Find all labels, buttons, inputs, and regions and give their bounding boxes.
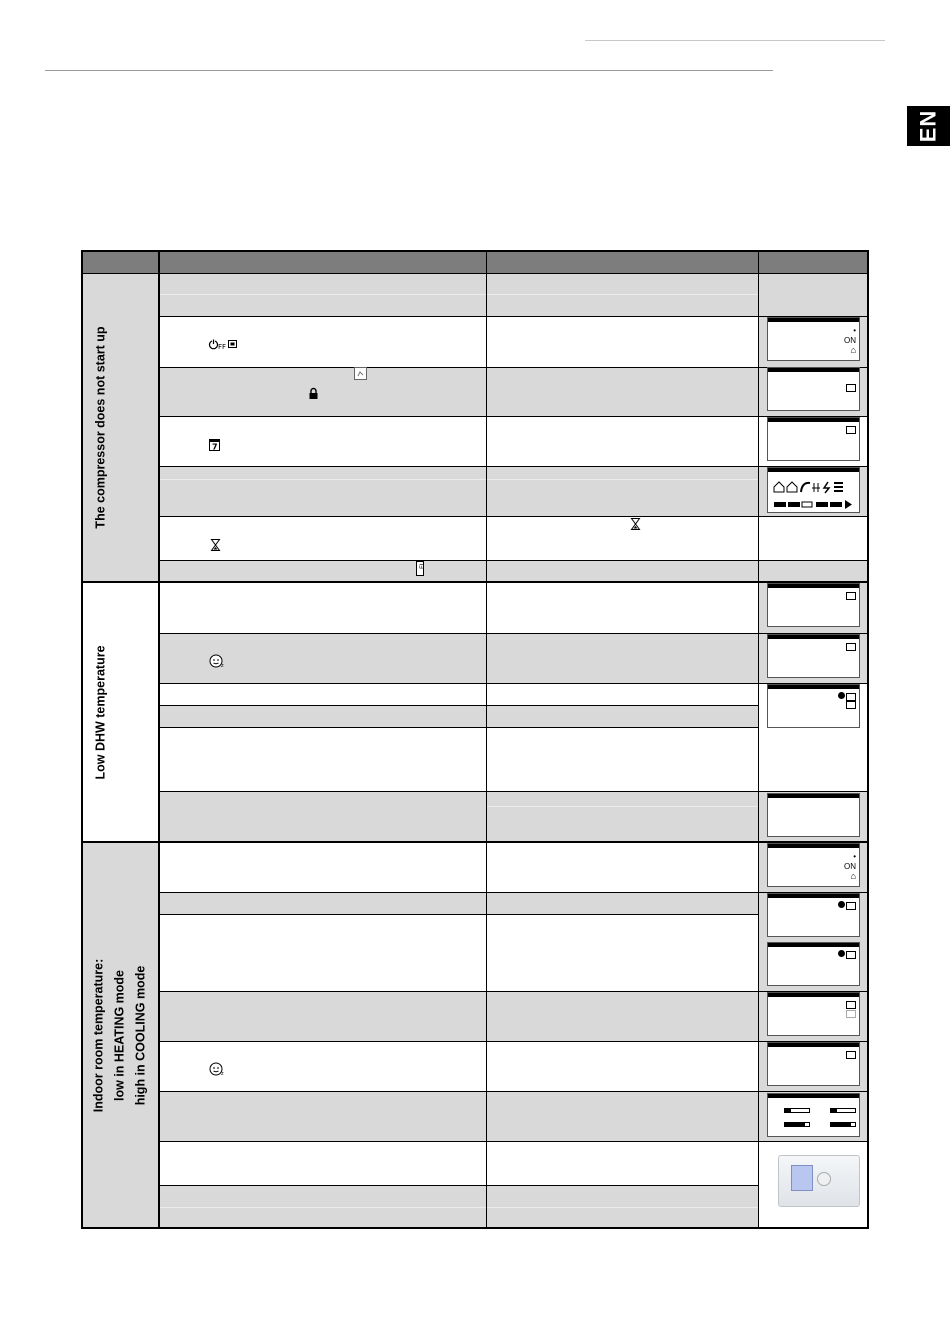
language-tab[interactable] (907, 106, 950, 146)
table-row (158, 560, 758, 582)
table-row (158, 892, 758, 914)
table-row (158, 705, 758, 727)
table-row (158, 633, 758, 683)
table-row (158, 582, 758, 633)
category-sub-heating: low in HEATING mode (112, 969, 126, 1102)
header-rule (45, 70, 773, 71)
table-header (81, 250, 869, 273)
keyboard-lock-icon (354, 367, 368, 384)
category-sub-cooling: high in COOLING mode (133, 965, 147, 1106)
header-rule-top (585, 40, 885, 41)
category-label-dhw: Low DHW temperature (93, 644, 108, 780)
mode-icon (228, 339, 238, 352)
table-row (158, 1141, 758, 1185)
lcd-house-icon: ⌂ (850, 345, 856, 355)
lcd-display (767, 583, 860, 627)
svg-text:FF: FF (218, 343, 227, 351)
table-row (158, 466, 758, 516)
display-cell (758, 560, 869, 582)
hourglass-icon (631, 518, 640, 533)
table-row (158, 914, 758, 991)
table-row (158, 791, 758, 842)
table-row (158, 516, 758, 560)
table-row (158, 367, 758, 416)
lcd-display (767, 1042, 860, 1086)
category-title-indoor: Indoor room temperature: (91, 958, 105, 1113)
hourglass-icon (211, 539, 220, 554)
language-tab-label: EN (915, 109, 941, 143)
lcd-on-label: ON (844, 336, 856, 345)
lcd-display-alert (767, 893, 860, 937)
svg-text:z: z (221, 663, 224, 669)
table-row (158, 683, 758, 705)
thermostat-knob (817, 1172, 831, 1186)
table-row (158, 316, 758, 367)
eco-face-icon (209, 654, 225, 671)
display-cell (758, 273, 869, 316)
table-row (158, 727, 758, 791)
lcd-house-icon: ⌂ (850, 871, 856, 881)
thermostat-screen (791, 1165, 813, 1191)
lcd-display-status-icons (767, 467, 860, 513)
svg-text:z: z (221, 1071, 224, 1077)
lcd-on-label: ON (844, 862, 856, 871)
lcd-display (767, 992, 860, 1036)
lcd-display (767, 634, 860, 678)
display-cell (758, 516, 869, 560)
table-row (158, 991, 758, 1041)
troubleshooting-table (81, 250, 869, 1229)
lcd-display-on: • ON ⌂ (767, 843, 860, 887)
lcd-display (767, 367, 860, 411)
svg-text:7: 7 (212, 442, 218, 452)
table-row (158, 842, 758, 892)
lcd-display (767, 417, 860, 461)
lcd-display-on: • ON ⌂ (767, 317, 860, 361)
padlock-icon (308, 388, 319, 403)
eco-face-icon (209, 1062, 225, 1079)
lcd-display (767, 793, 860, 837)
dhw-icon (415, 561, 425, 580)
lcd-display-alert (767, 942, 860, 986)
table-row (158, 416, 758, 466)
table-row (158, 1041, 758, 1091)
lcd-display-alert (767, 684, 860, 728)
svg-text:EU: EU (419, 560, 426, 569)
category-label-indoor (81, 842, 158, 1229)
category-label-compressor: The compressor does not start up (93, 326, 108, 529)
calendar-7-icon (209, 438, 220, 454)
lcd-display-meters (767, 1093, 860, 1137)
room-thermostat-image (778, 1155, 860, 1207)
table-row (158, 1091, 758, 1141)
